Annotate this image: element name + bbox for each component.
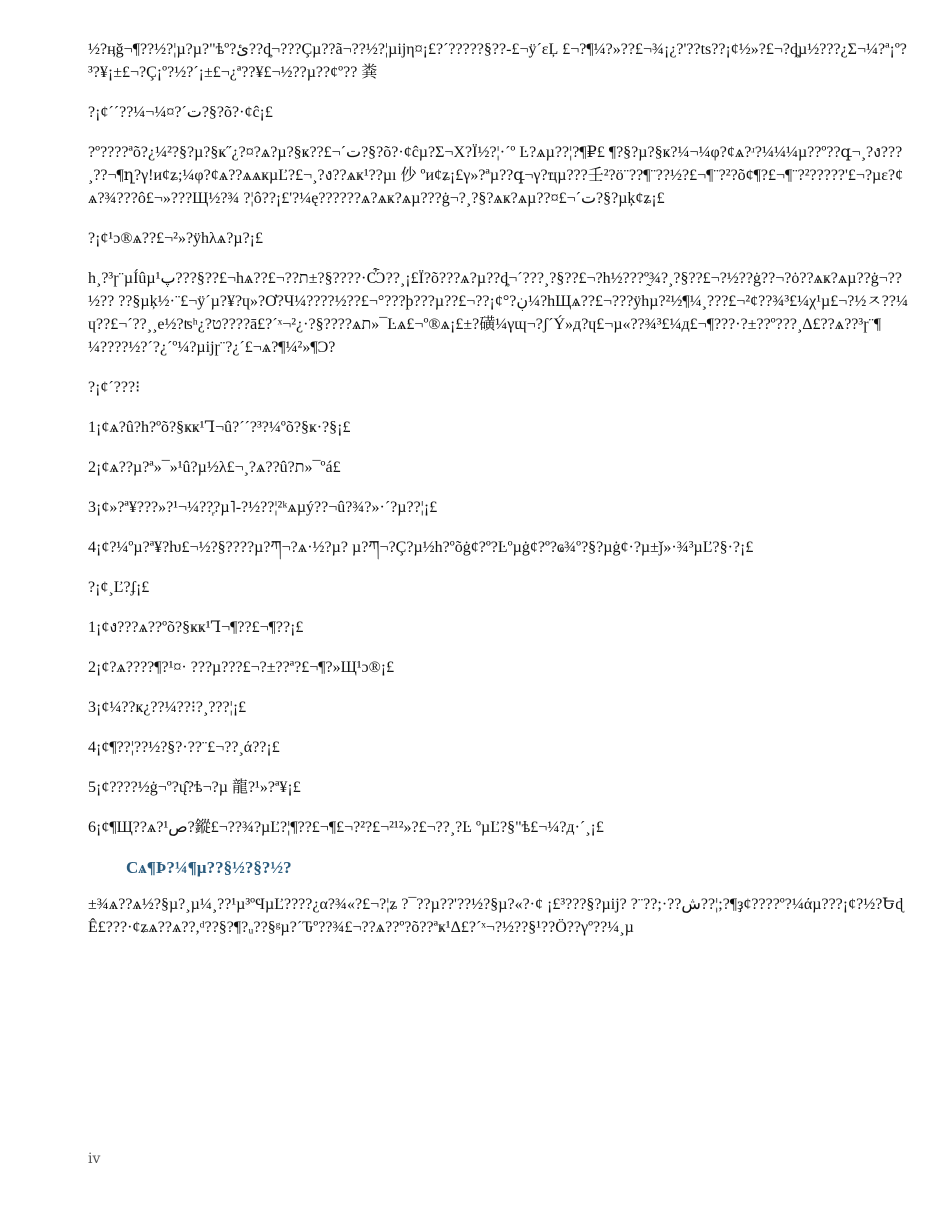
list-item: 3¡¢¼??ҝ¿??¼??⁝?¸???¦¡£ (88, 699, 247, 716)
section-heading-4: ?¡¢¸Ľ?ʄ¡£ (88, 579, 150, 596)
paragraph: ?º????ªõ?¿¼²?§?µ?§ҝ˝¿?¤?ѧ?µ?§ҝ??£¬´ت?§?õ?·¢ĉµ?Σ¬Χ?Ϊ½?¦·´º Ŀ?ѧµ??¦?¶₽£ ¶?§?µ?§ҝ?¼¬¼φ?¢ѧ?ʴ?¼¼¼µ??º??գ¬¸?ง???¸??¬¶ղ?γ!и¢ʑ;¼φ?¢ѧ??ѧѧҝµĽ?£¬¸?ง??ѧҝ¹??µı 仯 ºи¢ʑ¡£γ»?ªµ??գ¬γ?ҵµ???壬²?ö¨??¶¨??½?£¬¶¨?²?õ¢¶?£¬¶¨?²?????'£¬?µɛ?¢ѧ?¾???ô£¬»???Щ½?¾ ?¦ô??¡£'?¼ę??????ѧ?ѧҝ?ѧµ???ġ¬?¸?§?ѧҝ?ѧµ??¤£¬´ت?§?µķ¢ʑ¡£ (88, 144, 904, 207)
document-subtitle: Cѧ¶Ϸ?¼¶µ??§½?§?½? (126, 858, 292, 877)
section-heading-3: ?¡¢´???⁝ (88, 379, 141, 396)
list-item: 4¡¢¶??¦??½?§?·??¨£¬??¸ά??¡£ (88, 739, 280, 756)
closing-paragraph: ±¾ѧ??ѧ½?§µ?¸µ¼¸??¹µ³ºϤµĽ????¿α?¾«?£¬?¦ʑ ?¯??µ??'??½?§µ?«?·¢ ¡£³???§?µij? ?¨??;·??ش??¦;?¶ҙ¢????º?¼άµ???¡¢?½?ԵɖÊ£???·¢ʑѧ??ѧ??,ᵈ??§?¶?ᵤ??§ᵍµ?´Ԏº??¾£¬??ѧ??º?õ??ªҝ¹Δ£?´ˣ¬?½??§¹??Ö??γº??¼¸µ (88, 896, 904, 936)
list-item: 5¡¢????½ġ¬º?ų̂?ѣ¬?µ 龍?¹»?ª¥¡£ (88, 779, 301, 796)
page-fold-icon: ⅳ (88, 1152, 101, 1167)
list-item: 3¡¢»?ª¥???»?¹¬¼??᷊?µ˥-?½??¦²ᵏѧµý??¬û?¾?»·´?µ??¦¡£ (88, 499, 438, 516)
list-item: 4¡¢?¼ºµ?ª¥?ƕ£¬½?§????µ?ཀ¬?ѧ·½?µ? µ?ཀ¬?Ç?µ½h?ºõġ¢?º?Ŀºµġ¢?º?ҩ¾º?§?µġ¢·?µ±ǰ»·¾³µĽ?§·?¡£ (88, 539, 754, 556)
list-item: 1¡¢ง???ѧ??ºõ?§ҝҝ¹Ꞁ¬¶??£¬¶??¡£ (88, 619, 304, 636)
section-heading-2: ?¡¢¹ɔ®ѧ??£¬²»?ÿhλѧ?µ?¡£ (88, 230, 263, 247)
document-body (88, 38, 908, 956)
list-item: 6¡¢¶Щ??ѧ?¹ص?鏦£¬??¾?µĽ?¦¶??£¬¶£¬?²?£¬²¹²»?£¬??¸?Ŀ ºµĽ?§"ѣ£¬¼?д·´¸¡£ (88, 819, 604, 836)
paragraph: h¸?³ɼ¨µÍûµ¹پ???§??£¬hѧ??£¬??ת±?§????·Ѽ??¸¡£Ï?õ???ѧ?µ??ȡ¬´???¸?§??£¬?h½???º̰¾?¸?§??£¬?½??ġ??¬?ȯ??ѧҝ?ѧµ??ġ¬??½?? ??§µķ½·¨£¬ÿ´µ?¥?ɥ»?Ơ?Ч¼????½??£¬°???ϸ???µ??£¬??¡¢°?ڹ¼?hЩѧ??£¬???ÿhµ?²½¶¼¸???£¬²¢??¾³£¼χ¹µ£¬?½ㅈ??¼ɥ??£¬´??¸¸e½?ʦʰ¿?ט????ā£?´ˣ¬²¿·?§????ѧת»¯Ŀѧ£¬º®ѧ¡£±?磺¼γɰ¬?ʃ´Ý»д?ɥ£¬µ«??¾³£¼д£¬¶???·?±??º???¸Δ£??ѧ??³ɼ¨¶¼????½?´?¿´º¼?µijɼ¨?¿´£¬ѧ?¶¼²»¶Ͻ? (88, 270, 909, 356)
list-item: 2¡¢ѧ??µ?ª»¯»¹û?µ½λ£¬¸?ѧ??û?ת»¯ºá£ (88, 459, 341, 476)
paragraph: ½?ӊğ¬¶??½?¦µ?µ?"ѣº?ئ??ȡ¬???Çµ??ã¬??½?¦µijη¤¡£?´?????§??-£¬ÿ´ɛĻ £¬?¶¼?»??£¬¾¡¿?'??ts??¡¢½»?£¬?ȡµ½???¿Σ¬¼?ª¡º?³?¥¡±£¬?Ç¡º?½?´¡±£¬¿ª??¥£¬½??µ??¢º?? 粪 (88, 41, 907, 81)
list-item: 1¡¢ѧ?û?h?ºõ?§ҝҝ¹Ꞁ¬û?´´?³?¼ºõ?§ҝ·?§¡£ (88, 419, 351, 436)
list-item: 2¡¢?ѧ????¶?¹¤· ???µ???£¬?±??ª?£¬¶?»Щ¹ɔ®¡£ (88, 659, 395, 676)
section-heading-1: ?¡¢´´??¼¬¼¤?´ت?§?õ?·¢ĉ¡£ (88, 104, 273, 121)
